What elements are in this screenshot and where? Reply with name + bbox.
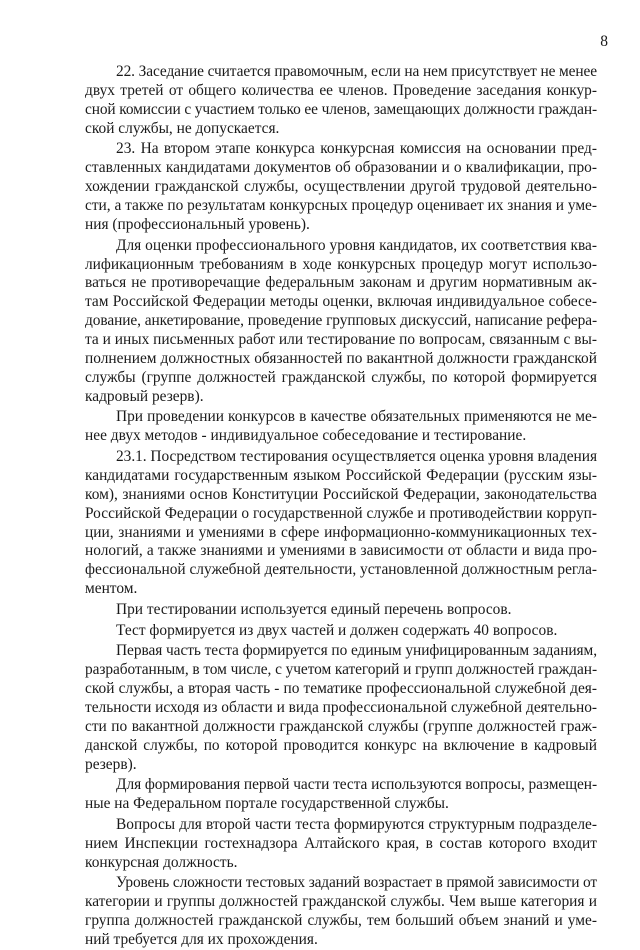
text-line: службы (группе должностей гражданской службы, по которой формируется [85,368,597,386]
text-line: При проведении конкурсов в качестве обязательных применяются не ме- [116,408,597,426]
text-line: хождении гражданской службы, осуществлении другой трудовой деятельно- [85,178,597,196]
text-line: Тест формируется из двух частей и должен содержать 40 вопросов. [116,621,558,639]
text-line: 23.1. Посредством тестирования осуществляется оценка уровня владения [116,448,597,465]
text-line: ставленных кандидатами документов об образовании и о квалификации, про- [85,159,597,177]
text-line: данской службы, по которой проводится конкурс на включение в кадровый [85,736,597,754]
text-line: та и иных письменных работ или тестирование по вопросам, связанным с вы- [85,331,597,349]
paragraph [85,776,597,814]
text-line: там Российской Федерации методы оценки, включая индивидуальное собесе- [85,293,597,311]
paragraph [85,448,597,599]
text-line: Для формирования первой части теста используются вопросы, размещен- [116,776,598,794]
text-line: полнением должностных обязанностей по вакантной должности гражданской [85,349,597,367]
text-line: нием Инспекции гостехнадзора Алтайского края, в состав которого входит [85,834,597,852]
text-line: ваться не противоречащие федеральным законам и другим нормативным ак- [85,274,597,292]
text-line: сной комиссии с участием только ее членов, замещающих должности граждан- [85,100,597,118]
text-line: фессиональной служебной деятельности, установленной должностным регла- [85,561,597,579]
text-line: двух третей от общего количества ее членов. Проведение заседания конкур- [85,81,597,99]
text-line: сти по вакантной должности гражданской службы (группе должностей граж- [85,717,597,735]
text-line: Для оценки профессионального уровня кандидатов, их соответствия ква- [116,236,597,254]
text-line: Вопросы для второй части теста формируются структурным подразделе- [116,815,597,833]
text-line: кандидатами государственным языком Российской Федерации (русским язы- [85,466,597,484]
text-line: резерв). [85,755,137,773]
text-line: 22. Заседание считается правомочным, если на нем присутствует не менее [116,63,597,80]
text-line: ний требуется для их прохождения. [85,931,318,949]
paragraph [85,874,597,950]
paragraph [85,237,597,407]
text-line: ской службы, не допускается. [85,119,280,137]
document-body [85,63,597,950]
text-line: тельности исходя из области и вида профессиональной служебной деятельно- [85,698,598,716]
text-line: ком), знаниями основ Конституции Российской Федерации, законодательства [85,485,597,503]
text-line: конкурсная должность. [85,853,238,871]
paragraph [85,408,597,446]
text-line: разработанным, в том числе, с учетом категорий и групп должностей граждан- [85,661,597,679]
text-line: Уровень сложности тестовых заданий возрастает в прямой зависимости от [116,874,597,892]
text-line: Российской Федерации о государственной службе и противодействии корруп- [85,504,597,522]
paragraph [85,601,597,620]
paragraph [85,622,597,641]
text-line: дование, анкетирование, проведение групповых дискуссий, написание рефера- [85,312,598,330]
text-line: ментом. [85,580,138,598]
paragraph [85,816,597,873]
paragraph [85,63,597,139]
text-line: лификационным требованиям в ходе конкурсных процедур могут использо- [85,255,597,273]
paragraph [85,140,597,234]
paragraph [85,642,597,774]
text-line: группа должностей гражданской службы, тем больший объем знаний и уме- [85,912,597,930]
text-line: 23. На втором этапе конкурса конкурсная комиссия на основании пред- [116,140,597,158]
text-line: сти, а также по результатам конкурсных процедур оценивает их знания и уме- [85,197,597,215]
page-number: 8 [600,33,608,50]
text-line: ской службы, а вторая часть - по тематике профессиональной служебной дея- [85,680,597,698]
text-line: ные на Федеральном портале государственной службы. [85,795,449,813]
text-line: нее двух методов - индивидуальное собеседование и тестирование. [85,427,527,445]
text-line: нологий, а также знаниями и умениями в зависимости от области и вида про- [85,542,597,560]
text-line: категории и группы должностей гражданской службы. Чем выше категория и [85,893,597,911]
text-line: ния (профессиональный уровень). [85,215,310,233]
text-line: При тестировании используется единый перечень вопросов. [116,600,512,618]
text-line: кадровый резерв). [85,387,204,405]
text-line: ции, знаниями и умениями в сфере информационно-коммуникационных тех- [85,523,597,541]
text-line: Первая часть теста формируется по единым унифицированным заданиям, [116,642,598,660]
